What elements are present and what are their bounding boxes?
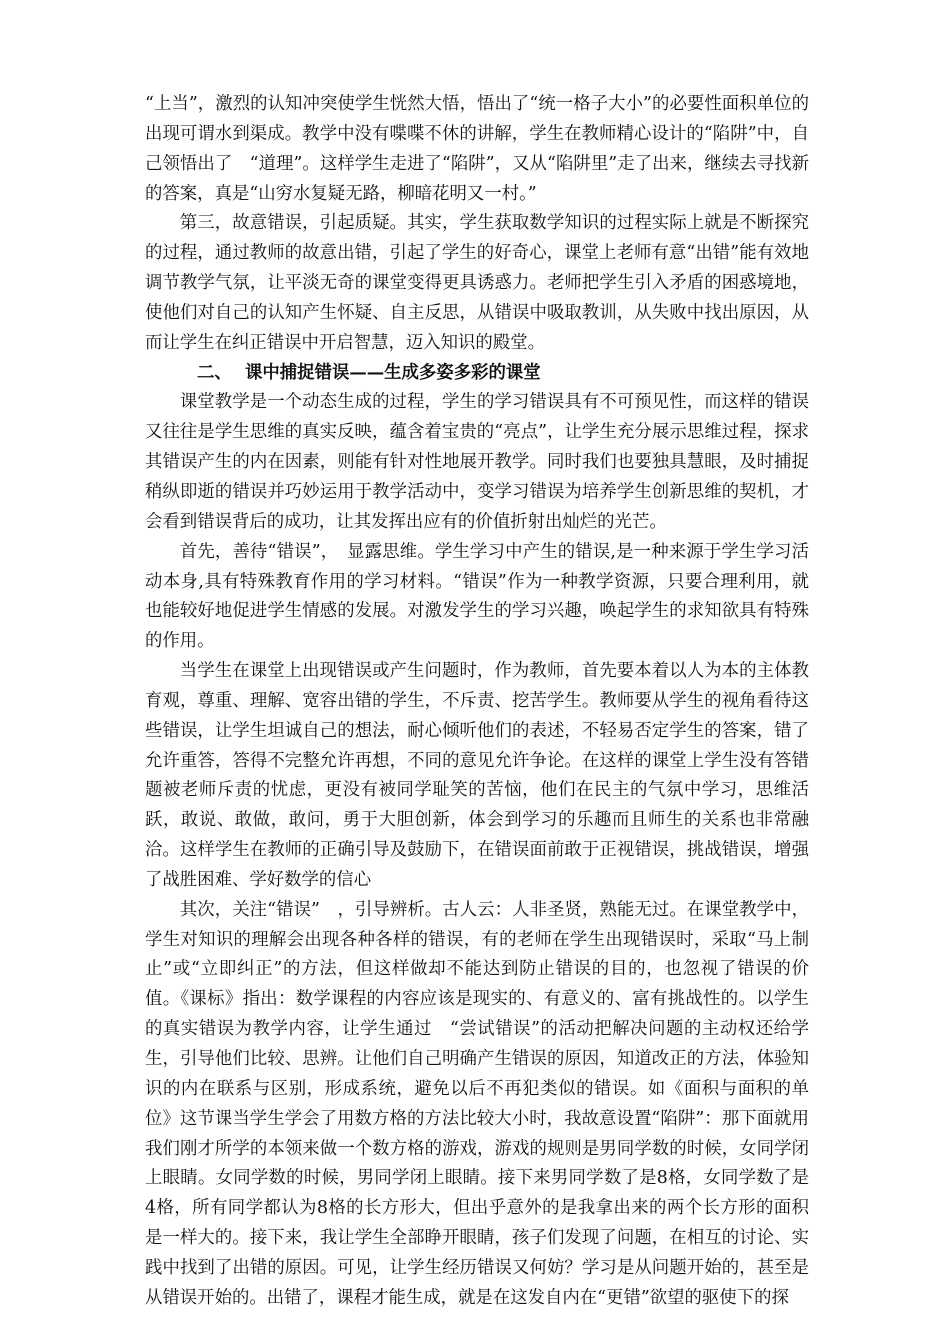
paragraph-6: 其次，关注“错误” ，引导辨析。古人云：人非圣贤，熟能无过。在课堂教学中，学生对知识的理解会出现各种各样的错误，有的老师在学生出现错误时，采取“马上制止”或“立即纠正”的方法，但这样做却不能达到防止错误的目的，也忽视了错误的价值。《课标》指出：数学课程的内容应该是现实的、有意义的、富有挑战性的。以学生的真实错误为教学内容，让学生通过 “尝试错误”的活动把解决问题的主动权还给学生，引导他们比较、思辨。让他们自己明确产生错误的原因，知道改正的方法，体验知识的内在联系与区别，形成系统，避免以后不再犯类似的错误。如《面积与面积的单位》这节课当学生学会了用数方格的方法比较大小时，我故意设置“陷阱”：那下面就用我们刚才所学的本领来做一个数方格的游戏，游戏的规则是男同学数的时候，女同学闭上眼睛。女同学数的时候，男同学闭上眼睛。接下来男同学数了是8格，女同学数了是4格，所有同学都认为8格的长方形大，但出乎意外的是我拿出来的两个长方形的面积是一样大的。接下来，我让学生全部睁开眼睛，孩子们发现了问题，在相互的讨论、实践中找到了出错的原因。可见，让学生经历错误又何妨？学习是从问题开始的，甚至是从错误开始的。出错了，课程才能生成，就是在这发自内在“更错”欲望的驱使下的探 — [145, 899, 809, 1308]
document-page — [145, 90, 809, 1314]
paragraph-2: 第三，故意错误，引起质疑。其实，学生获取数学知识的过程实际上就是不断探究的过程，通过教师的故意出错，引起了学生的好奇心，课堂上老师有意“出错”能有效地调节教学气氛，让平淡无奇的课堂变得更具诱惑力。老师把学生引入矛盾的困惑境地，使他们对自己的认知产生怀疑、自主反思，从错误中吸取教训，从失败中找出原因，从而让学生在纠正错误中开启智慧，迈入知识的殿堂。 — [145, 213, 809, 353]
paragraph-3: 课堂教学是一个动态生成的过程，学生的学习错误具有不可预见性，而这样的错误又往往是学生思维的真实反映，蕴含着宝贵的“亮点”，让学生充分展示思维过程，探求其错误产生的内在因素，则能有针对性地展开教学。同时我们也要独具慧眼，及时捕捉稍纵即逝的错误并巧妙运用于教学活动中，变学习错误为培养学生创新思维的契机，才会看到错误背后的成功，让其发挥出应有的价值折射出灿烂的光芒。 — [145, 392, 809, 532]
paragraph-4: 首先，善待“错误”， 显露思维。学生学习中产生的错误,是一种来源于学生学习活动本身,具有特殊教育作用的学习材料。“错误”作为一种教学资源，只要合理利用，就也能较好地促进学生情感的发展。对激发学生的学习兴趣，唤起学生的求知欲具有特殊的作用。 — [145, 541, 809, 652]
section-heading-title: 课中捕捉错误——生成多姿多彩的课堂 — [245, 362, 541, 383]
section-heading-number: 二、 — [197, 362, 232, 383]
section-heading — [145, 359, 809, 389]
paragraph-1: “上当”，激烈的认知冲突使学生恍然大悟，悟出了“统一格子大小”的必要性面积单位的出现可谓水到渠成。教学中没有喋喋不休的讲解，学生在教师精心设计的“陷阱”中，自己领悟出了 “道理”。这样学生走进了“陷阱”，又从“陷阱里”走了出来，继续去寻找新的答案，真是“山穷水复疑无路，柳暗花明又一村。” — [145, 94, 809, 204]
paragraph-5: 当学生在课堂上出现错误或产生问题时，作为教师，首先要本着以人为本的主体教育观，尊重、理解、宽容出错的学生，不斥责、挖苦学生。教师要从学生的视角看待这些错误，让学生坦诚自己的想法，耐心倾听他们的表述，不轻易否定学生的答案，错了允许重答，答得不完整允许再想，不同的意见允许争论。在这样的课堂上学生没有答错题被老师斥责的忧虑，更没有被同学耻笑的苦恼，他们在民主的气氛中学习，思维活跃，敢说、敢做，敢问，勇于大胆创新，体会到学习的乐趣而且师生的关系也非常融洽。这样学生在教师的正确引导及鼓励下，在错误面前敢于正视错误，挑战错误，增强了战胜困难、学好数学的信心 — [145, 661, 809, 890]
